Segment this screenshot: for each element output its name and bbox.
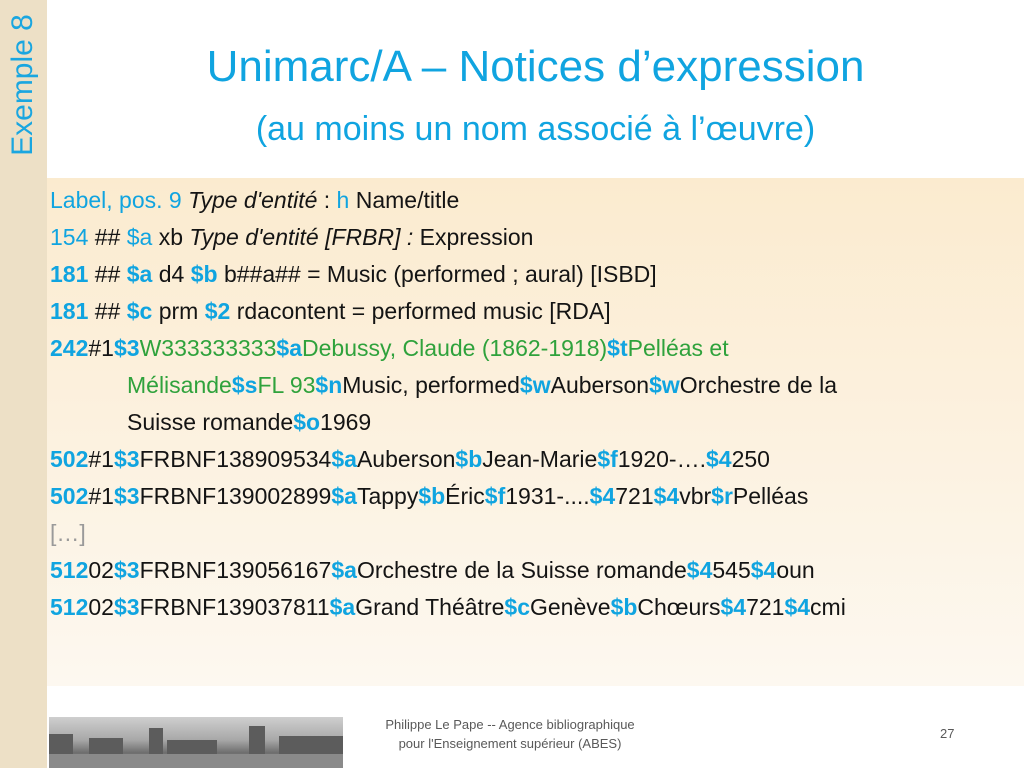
record-segment: Name/title bbox=[349, 187, 460, 213]
record-segment: $o bbox=[293, 409, 321, 435]
record-lines bbox=[50, 182, 1016, 626]
record-line bbox=[50, 367, 1016, 404]
record-segment: ## bbox=[88, 224, 127, 250]
credit-line-2: pour l'Enseignement supérieur (ABES) bbox=[398, 736, 622, 751]
record-segment: W333333333 bbox=[139, 335, 277, 361]
record-segment: 721 bbox=[746, 594, 785, 620]
record-segment: 512 bbox=[50, 594, 89, 620]
record-segment: Music, performed bbox=[342, 372, 520, 398]
record-segment: 242 bbox=[50, 335, 89, 361]
record-line bbox=[50, 293, 1016, 330]
record-segment: $a bbox=[276, 335, 302, 361]
record-segment: xb bbox=[152, 224, 190, 250]
record-segment: Orchestre de la bbox=[679, 372, 838, 398]
record-segment: $3 bbox=[113, 446, 140, 472]
record-segment: $3 bbox=[113, 335, 140, 361]
slide-title: Unimarc/A – Notices d’expression bbox=[206, 42, 865, 91]
record-segment: $3 bbox=[113, 557, 140, 583]
record-segment: Jean-Marie bbox=[482, 446, 598, 472]
record-segment: $3 bbox=[113, 594, 140, 620]
record-segment: Orchestre de la Suisse romande bbox=[356, 557, 687, 583]
record-segment: d4 bbox=[152, 261, 191, 287]
record-line bbox=[50, 404, 1016, 441]
record-segment: Tappy bbox=[356, 483, 419, 509]
record-segment: FRBNF138909534 bbox=[139, 446, 332, 472]
record-segment: Pelléas bbox=[732, 483, 809, 509]
record-segment: 1969 bbox=[320, 409, 372, 435]
record-segment: FRBNF139002899 bbox=[139, 483, 332, 509]
record-line bbox=[50, 441, 1016, 478]
record-segment: Mélisande bbox=[127, 372, 232, 398]
record-segment: 181 bbox=[50, 298, 89, 324]
footer bbox=[47, 686, 1024, 768]
record-segment: $4 bbox=[686, 557, 713, 583]
city-photo bbox=[49, 717, 343, 768]
record-segment: $4 bbox=[720, 594, 747, 620]
record-segment: cmi bbox=[810, 594, 846, 620]
slide-section-label: Exemple 8 bbox=[6, 14, 39, 156]
record-segment: #1 bbox=[88, 446, 114, 472]
sidebar bbox=[0, 0, 47, 768]
record-segment: 250 bbox=[731, 446, 770, 472]
record-segment: 502 bbox=[50, 483, 89, 509]
record-segment: $a bbox=[126, 261, 153, 287]
record-segment: #1 bbox=[88, 483, 114, 509]
record-line bbox=[50, 589, 1016, 626]
record-segment: 512 bbox=[50, 557, 89, 583]
record-segment: vbr bbox=[679, 483, 712, 509]
record-segment: $3 bbox=[113, 483, 140, 509]
record-segment: Éric bbox=[445, 483, 485, 509]
record-segment: $4 bbox=[705, 446, 732, 472]
record-segment: $c bbox=[126, 298, 153, 324]
record-segment: FRBNF139037811 bbox=[139, 594, 330, 620]
record-segment: prm bbox=[152, 298, 205, 324]
record-line bbox=[50, 478, 1016, 515]
record-segment: $4 bbox=[784, 594, 811, 620]
record-segment: FL 93 bbox=[257, 372, 316, 398]
record-segment: $w bbox=[649, 372, 680, 398]
record-segment: $f bbox=[597, 446, 618, 472]
record-line bbox=[50, 219, 1016, 256]
record-segment: 721 bbox=[615, 483, 654, 509]
record-segment: Type d'entité bbox=[188, 187, 318, 213]
record-segment: $c bbox=[504, 594, 530, 620]
footer-credit bbox=[355, 715, 665, 753]
title-area bbox=[47, 0, 1024, 178]
record-segment: $b bbox=[455, 446, 483, 472]
record-segment: Chœurs bbox=[637, 594, 721, 620]
record-segment: $a bbox=[329, 594, 356, 620]
record-segment: 154 bbox=[50, 224, 89, 250]
record-segment: $4 bbox=[653, 483, 680, 509]
record-segment: Auberson bbox=[356, 446, 456, 472]
record-segment: FRBNF139056167 bbox=[139, 557, 332, 583]
record-segment: $2 bbox=[204, 298, 231, 324]
record-segment: […] bbox=[50, 520, 86, 546]
record-line bbox=[50, 515, 1016, 552]
record-segment: Auberson bbox=[550, 372, 650, 398]
record-segment: $s bbox=[231, 372, 258, 398]
record-segment: h bbox=[336, 187, 350, 213]
record-segment: b##a## = Music (performed ; aural) [ISBD] bbox=[217, 261, 657, 287]
record-line bbox=[50, 182, 1016, 219]
record-segment: $t bbox=[607, 335, 628, 361]
record-segment: $a bbox=[331, 557, 357, 583]
page-number: 27 bbox=[940, 726, 955, 741]
record-segment: $r bbox=[711, 483, 733, 509]
record-segment: Suisse romande bbox=[127, 409, 294, 435]
record-segment: $b bbox=[610, 594, 638, 620]
record-segment: $f bbox=[484, 483, 506, 509]
record-segment: rdacontent = performed music [RDA] bbox=[230, 298, 611, 324]
credit-line-1: Philippe Le Pape -- Agence bibliographique bbox=[385, 717, 635, 732]
record-segment: $w bbox=[519, 372, 551, 398]
record-segment: $4 bbox=[750, 557, 777, 583]
record-line bbox=[50, 330, 1016, 367]
record-segment: $b bbox=[418, 483, 446, 509]
record-segment: 181 bbox=[50, 261, 89, 287]
record-segment: $a bbox=[126, 224, 153, 250]
record-segment: Pelléas et bbox=[627, 335, 729, 361]
record-segment: $4 bbox=[589, 483, 616, 509]
record-segment: ## bbox=[88, 261, 127, 287]
content-panel bbox=[47, 178, 1024, 686]
record-segment: #1 bbox=[88, 335, 114, 361]
record-segment: 02 bbox=[88, 594, 114, 620]
record-segment: Debussy, Claude (1862-1918) bbox=[302, 335, 608, 361]
record-segment: $a bbox=[331, 446, 357, 472]
record-segment: Genève bbox=[530, 594, 611, 620]
record-segment: 1931-.... bbox=[505, 483, 590, 509]
record-line bbox=[50, 256, 1016, 293]
record-segment: 1920-…. bbox=[617, 446, 706, 472]
record-segment: 502 bbox=[50, 446, 89, 472]
record-segment: $b bbox=[190, 261, 218, 287]
record-segment: : bbox=[317, 187, 337, 213]
record-segment: Type d'entité [FRBR] : bbox=[189, 224, 414, 250]
record-segment: $a bbox=[331, 483, 357, 509]
record-segment: Label, pos. 9 bbox=[50, 187, 189, 213]
record-segment: 02 bbox=[88, 557, 114, 583]
record-segment: $n bbox=[315, 372, 343, 398]
slide-subtitle: (au moins un nom associé à l’œuvre) bbox=[255, 110, 816, 148]
record-segment: oun bbox=[776, 557, 815, 583]
record-segment: 545 bbox=[712, 557, 751, 583]
record-line bbox=[50, 552, 1016, 589]
record-segment: Grand Théâtre bbox=[355, 594, 505, 620]
record-segment: ## bbox=[88, 298, 127, 324]
record-segment: Expression bbox=[413, 224, 534, 250]
